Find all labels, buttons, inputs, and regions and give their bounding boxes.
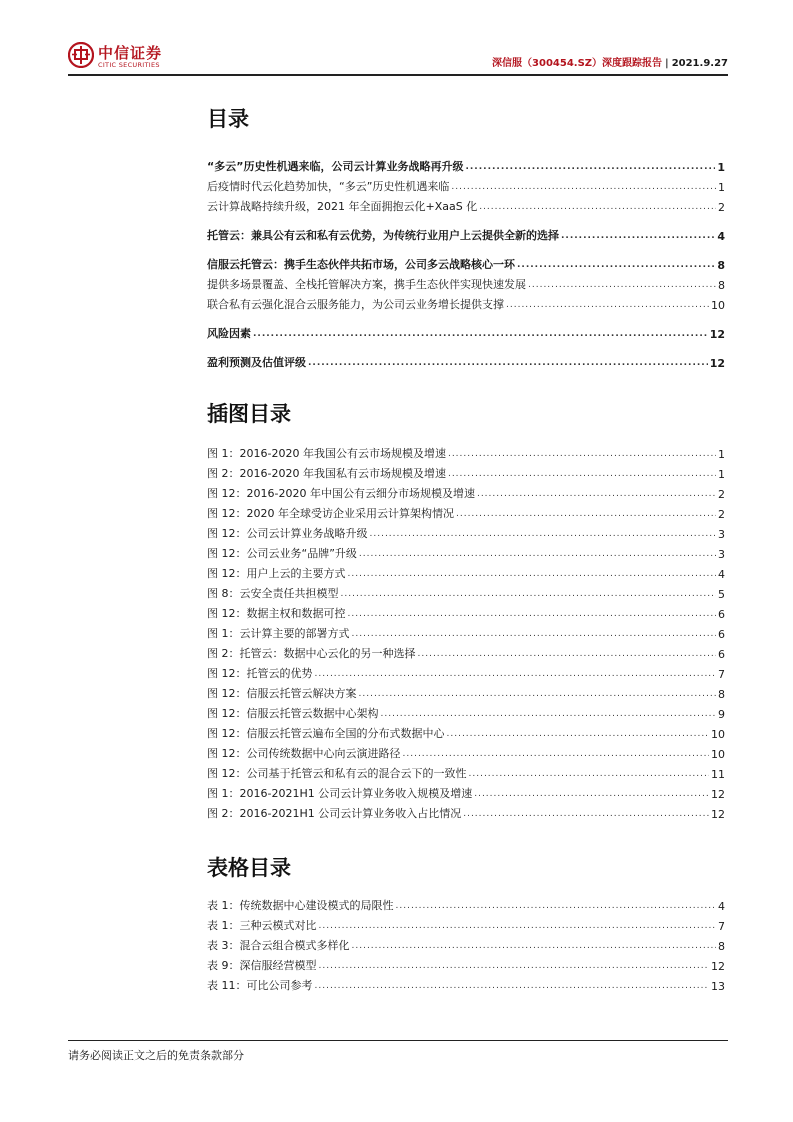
- toc-entry-page-number: 10: [711, 299, 725, 312]
- toc-list: [207, 154, 725, 370]
- dot-leader: [319, 959, 710, 973]
- figure-entry[interactable]: [207, 581, 725, 601]
- figure-entry[interactable]: [207, 721, 725, 741]
- table-entry[interactable]: [207, 973, 725, 993]
- toc-entry-page-number: 1: [717, 161, 725, 174]
- footer-divider: [68, 1040, 728, 1041]
- figure-entry-page-number: 2: [718, 508, 725, 521]
- table-entry-label: 表 3：混合云组合模式多样化: [207, 939, 350, 952]
- table-entry[interactable]: [207, 953, 725, 973]
- figure-entry-label: 图 2：托管云：数据中心云化的另一种选择: [207, 647, 416, 660]
- figure-entry-page-number: 6: [718, 648, 725, 661]
- dot-leader: [381, 707, 717, 721]
- toc-entry-label: 后疫情时代云化趋势加快，“多云”历史性机遇来临: [207, 180, 450, 193]
- dot-leader: [474, 787, 709, 801]
- dot-leader: [359, 547, 716, 561]
- dot-leader: [448, 467, 716, 481]
- figure-entry-page-number: 3: [718, 548, 725, 561]
- figure-entry-label: 图 12：公司云业务“品牌”升级: [207, 547, 357, 560]
- dot-leader: [448, 447, 716, 461]
- toc-entry-label: 托管云：兼具公有云和私有云优势，为传统行业用户上云提供全新的选择: [207, 229, 559, 242]
- figure-entry-page-number: 4: [718, 568, 725, 581]
- figures-list: [207, 441, 725, 821]
- figure-entry-label: 图 12：2020 年全球受访企业采用云计算架构情况: [207, 507, 454, 520]
- report-title: 深信服（300454.SZ）深度跟踪报告: [492, 58, 663, 69]
- figure-entry-page-number: 11: [711, 768, 725, 781]
- dot-leader: [319, 919, 717, 933]
- header-separator: |: [665, 58, 669, 69]
- toc-entry-page-number: 4: [717, 230, 725, 243]
- figure-entry-page-number: 2: [718, 488, 725, 501]
- figure-entry-label: 图 12：用户上云的主要方式: [207, 567, 346, 580]
- dot-leader: [528, 278, 716, 292]
- dot-leader: [517, 258, 715, 272]
- figure-entry[interactable]: [207, 761, 725, 781]
- report-date: 2021.9.27: [671, 58, 728, 69]
- dot-leader: [469, 767, 710, 781]
- figure-entry-page-number: 1: [718, 448, 725, 461]
- figure-entry[interactable]: [207, 541, 725, 561]
- table-entry-page-number: 7: [718, 920, 725, 933]
- dot-leader: [253, 327, 708, 341]
- toc-entry[interactable]: [207, 154, 725, 174]
- figure-entry[interactable]: [207, 661, 725, 681]
- dot-leader: [506, 298, 709, 312]
- figure-entry[interactable]: [207, 601, 725, 621]
- header-divider: [68, 74, 728, 76]
- figure-entry-page-number: 12: [711, 788, 725, 801]
- figure-entry[interactable]: [207, 641, 725, 661]
- figure-entry-page-number: 5: [718, 588, 725, 601]
- dot-leader: [315, 667, 717, 681]
- toc-entry[interactable]: [207, 350, 725, 370]
- toc-entry-label: 提供多场景覆盖、全栈托管解决方案，携手生态伙伴实现快速发展: [207, 278, 526, 291]
- figure-entry-label: 图 12：托管云的优势: [207, 667, 313, 680]
- table-entry-label: 表 1：三种云模式对比: [207, 919, 317, 932]
- dot-leader: [465, 160, 715, 174]
- figure-entry[interactable]: [207, 561, 725, 581]
- toc-entry-page-number: 1: [718, 181, 725, 194]
- toc-entry-page-number: 2: [718, 201, 725, 214]
- table-entry-label: 表 1：传统数据中心建设模式的局限性: [207, 899, 394, 912]
- figure-entry-label: 图 2：2016-2021H1 公司云计算业务收入占比情况: [207, 807, 462, 820]
- toc-entry[interactable]: [207, 252, 725, 272]
- toc-entry[interactable]: [207, 292, 725, 312]
- figure-entry-label: 图 2：2016-2020 年我国私有云市场规模及增速: [207, 467, 446, 480]
- toc-entry[interactable]: [207, 321, 725, 341]
- figure-entry[interactable]: [207, 461, 725, 481]
- figure-entry-label: 图 12：信服云托管云数据中心架构: [207, 707, 379, 720]
- table-entry[interactable]: [207, 933, 725, 953]
- table-entry-page-number: 12: [711, 960, 725, 973]
- report-info: [492, 54, 728, 69]
- toc-entry-label: “多云”历史性机遇来临，公司云计算业务战略再升级: [207, 160, 464, 173]
- toc-entry-label: 信服云托管云：携手生态伙伴共拓市场，公司多云战略核心一环: [207, 258, 515, 271]
- toc-title: 目录: [207, 107, 249, 131]
- dot-leader: [456, 507, 716, 521]
- figure-entry[interactable]: [207, 501, 725, 521]
- figure-entry[interactable]: [207, 741, 725, 761]
- figure-entry-label: 图 1：云计算主要的部署方式: [207, 627, 350, 640]
- dot-leader: [479, 200, 716, 214]
- table-entry-label: 表 11：可比公司参考: [207, 979, 313, 992]
- toc-entry-page-number: 8: [717, 259, 725, 272]
- toc-entry-label: 盈利预测及估值评级: [207, 356, 306, 369]
- figure-entry-page-number: 10: [711, 728, 725, 741]
- figures-title: 插图目录: [207, 402, 291, 426]
- dot-leader: [418, 647, 717, 661]
- figure-entry[interactable]: [207, 801, 725, 821]
- tables-title: 表格目录: [207, 856, 291, 880]
- figure-entry[interactable]: [207, 481, 725, 501]
- dot-leader: [348, 607, 717, 621]
- figure-entry-label: 图 12：信服云托管云遍布全国的分布式数据中心: [207, 727, 445, 740]
- table-entry-label: 表 9：深信服经营模型: [207, 959, 317, 972]
- figure-entry-label: 图 12：公司基于托管云和私有云的混合云下的一致性: [207, 767, 467, 780]
- toc-entry[interactable]: [207, 223, 725, 243]
- citic-logo-icon: [68, 42, 94, 68]
- figure-entry-label: 图 12：公司云计算业务战略升级: [207, 527, 368, 540]
- dot-leader: [477, 487, 716, 501]
- figure-entry-page-number: 10: [711, 748, 725, 761]
- figure-entry-page-number: 1: [718, 468, 725, 481]
- page-header: [68, 38, 728, 76]
- toc-entry[interactable]: [207, 194, 725, 214]
- toc-entry-label: 联合私有云强化混合云服务能力，为公司云业务增长提供支撑: [207, 298, 504, 311]
- dot-leader: [315, 979, 710, 993]
- figure-entry-label: 图 12：公司传统数据中心向云演进路径: [207, 747, 401, 760]
- figure-entry-label: 图 8：云安全责任共担模型: [207, 587, 339, 600]
- figure-entry-page-number: 8: [718, 688, 725, 701]
- footer-disclaimer: 请务必阅读正文之后的免责条款部分: [68, 1049, 244, 1062]
- toc-entry-page-number: 12: [709, 357, 725, 370]
- toc-entry-page-number: 8: [718, 279, 725, 292]
- figure-entry-page-number: 9: [718, 708, 725, 721]
- table-entry-page-number: 8: [718, 940, 725, 953]
- dot-leader: [370, 527, 717, 541]
- figure-entry-label: 图 1：2016-2021H1 公司云计算业务收入规模及增速: [207, 787, 473, 800]
- figure-entry[interactable]: [207, 441, 725, 461]
- dot-leader: [352, 627, 717, 641]
- figure-entry[interactable]: [207, 701, 725, 721]
- figure-entry[interactable]: [207, 521, 725, 541]
- figure-entry-label: 图 12：数据主权和数据可控: [207, 607, 346, 620]
- tables-list: [207, 893, 725, 993]
- dot-leader: [463, 807, 709, 821]
- figure-entry-page-number: 6: [718, 608, 725, 621]
- logo-english-name: CITIC SECURITIES: [98, 61, 160, 69]
- figure-entry-label: 图 12：2016-2020 年中国公有云细分市场规模及增速: [207, 487, 475, 500]
- dot-leader: [403, 747, 710, 761]
- toc-entry[interactable]: [207, 272, 725, 292]
- figure-entry-page-number: 12: [711, 808, 725, 821]
- figure-entry-label: 图 12：信服云托管云解决方案: [207, 687, 357, 700]
- table-entry[interactable]: [207, 893, 725, 913]
- table-entry[interactable]: [207, 913, 725, 933]
- dot-leader: [451, 180, 716, 194]
- figure-entry[interactable]: [207, 681, 725, 701]
- figure-entry-label: 图 1：2016-2020 年我国公有云市场规模及增速: [207, 447, 446, 460]
- dot-leader: [359, 687, 717, 701]
- toc-entry[interactable]: [207, 174, 725, 194]
- logo-chinese-name: 中信证券: [98, 44, 163, 62]
- dot-leader: [561, 229, 715, 243]
- dot-leader: [352, 939, 717, 953]
- table-entry-page-number: 4: [718, 900, 725, 913]
- toc-entry-label: 云计算战略持续升级，2021 年全面拥抱云化+XaaS 化: [207, 200, 478, 213]
- dot-leader: [447, 727, 710, 741]
- figure-entry-page-number: 6: [718, 628, 725, 641]
- table-entry-page-number: 13: [711, 980, 725, 993]
- figure-entry[interactable]: [207, 621, 725, 641]
- toc-entry-page-number: 12: [709, 328, 725, 341]
- figure-entry-page-number: 7: [718, 668, 725, 681]
- citic-logo: [68, 42, 178, 72]
- dot-leader: [308, 356, 708, 370]
- dot-leader: [348, 567, 717, 581]
- figure-entry[interactable]: [207, 781, 725, 801]
- dot-leader: [396, 899, 717, 913]
- toc-entry-label: 风险因素: [207, 327, 251, 340]
- dot-leader: [341, 587, 717, 601]
- figure-entry-page-number: 3: [718, 528, 725, 541]
